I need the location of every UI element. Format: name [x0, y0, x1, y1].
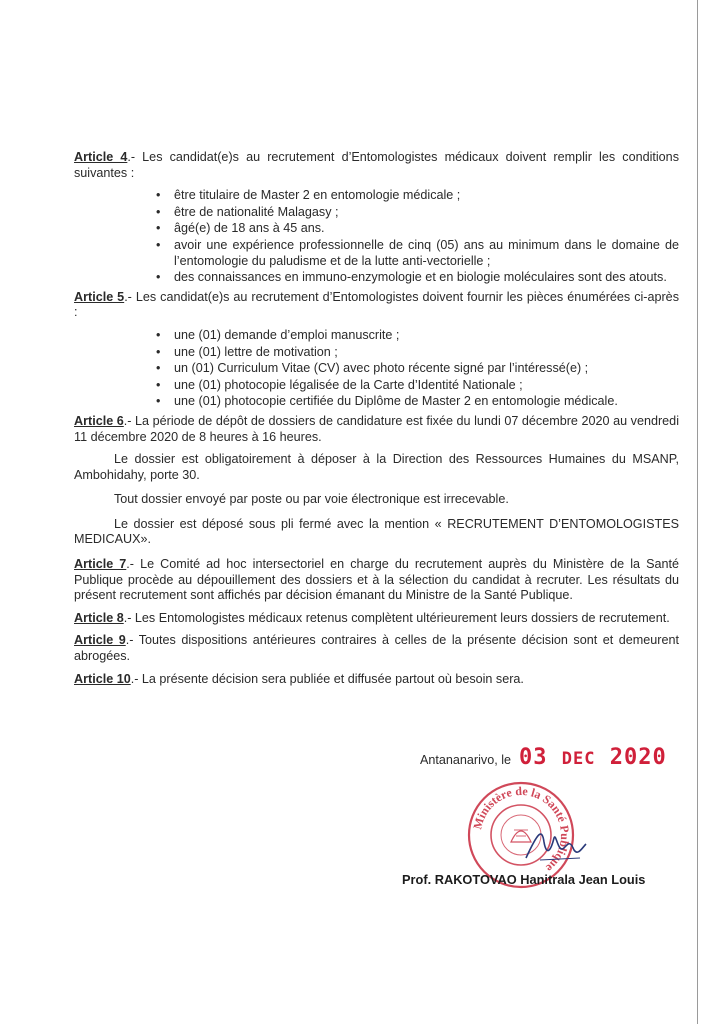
bullet-icon: •	[156, 344, 161, 359]
bullet-icon: •	[156, 327, 161, 342]
article-7-text: .- Le Comité ad hoc intersectoriel en charge du recrutement auprès du Ministère de la Santé Publique procède au dépouillement des dossiers et à la sélection du candidat à recruter. Les résultats du présent recrutement sont affichés par décision émanant du Ministre de la Santé Publique.	[74, 557, 679, 603]
bullet-icon: •	[156, 204, 161, 219]
list-item: • avoir une expérience professionnelle de cinq (05) ans au minimum dans le domaine de l’entomologie du paludisme et de la lutte anti-vectorielle ;	[156, 237, 679, 268]
article-7-label: Article 7	[74, 557, 127, 572]
article-10-label: Article 10	[74, 671, 131, 686]
bullet-icon: •	[156, 188, 161, 203]
place-date	[420, 745, 667, 770]
article-8-label: Article 8	[74, 610, 124, 625]
article-5	[74, 290, 679, 321]
signatory-name: Prof. RAKOTOVAO Hanitrala Jean Louis	[402, 872, 646, 887]
bullet-icon: •	[156, 361, 161, 376]
article-9	[74, 633, 679, 664]
article-6	[74, 414, 679, 445]
article-4-text: .- Les candidat(e)s au recrutement d’Entomologistes médicaux doivent remplir les conditions suivantes :	[74, 150, 679, 180]
place-label: Antananarivo, le	[420, 753, 512, 767]
list-item: • une (01) photocopie légalisée de la Carte d’Identité Nationale ;	[156, 377, 523, 392]
list-item: • un (01) Curriculum Vitae (CV) avec photo récente signé par l’intéressé(e) ;	[156, 361, 589, 376]
bullet-icon: •	[156, 377, 161, 392]
document-body	[74, 150, 679, 694]
article-10-text: .- La présente décision sera publiée et diffusée partout où besoin sera.	[130, 671, 524, 686]
page-edge-line	[697, 0, 698, 1024]
article-8	[74, 611, 679, 627]
svg-text:Ministère de la Santé Publique: Ministère de la Santé Publique	[470, 783, 573, 876]
signature-icon	[520, 824, 590, 864]
article-6-paragraph-1: Le dossier est obligatoirement à déposer à la Direction des Ressources Humaines du MSANP, Ambohidahy, porte 30.	[74, 452, 679, 482]
article-6-label: Article 6	[74, 413, 124, 428]
list-item: • des connaissances en immuno-enzymologie et en biologie moléculaires sont des atouts.	[156, 270, 667, 285]
bullet-icon: •	[156, 270, 161, 285]
article-4-label: Article 4	[74, 150, 128, 164]
list-item: • une (01) demande d’emploi manuscrite ;	[156, 327, 400, 342]
list-item: • une (01) lettre de motivation ;	[156, 344, 338, 359]
article-5-label: Article 5	[74, 289, 125, 304]
date-stamp-year: 2020	[609, 745, 667, 770]
bullet-icon: •	[156, 237, 161, 252]
article-9-label: Article 9	[74, 633, 126, 648]
list-item: • âgé(e) de 18 ans à 45 ans.	[156, 221, 325, 236]
article-5-list	[74, 328, 679, 410]
article-6-paragraph-3: Le dossier est déposé sous pli fermé avec la mention « RECRUTEMENT D’ENTOMOLOGISTES MEDICAUX».	[74, 516, 679, 547]
bullet-icon: •	[156, 221, 161, 236]
list-item: • être titulaire de Master 2 en entomologie médicale ;	[156, 188, 461, 203]
list-item: • une (01) photocopie certifiée du Diplôme de Master 2 en entomologie médicale.	[156, 394, 618, 409]
date-stamp-day: 03	[519, 745, 548, 770]
article-10	[74, 672, 679, 688]
article-4-list	[74, 188, 679, 286]
date-stamp	[519, 745, 667, 770]
article-5-text: .- Les candidat(e)s au recrutement d’Entomologistes doivent fournir les pièces énumérées ci-après :	[74, 289, 679, 320]
article-6-paragraph-2: Tout dossier envoyé par poste ou par voie électronique est irrecevable.	[114, 492, 509, 507]
bullet-icon: •	[156, 394, 161, 409]
article-7	[74, 557, 679, 604]
article-6-text: .- La période de dépôt de dossiers de candidature est fixée du lundi 07 décembre 2020 au vendredi 11 décembre 2020 de 8 heures à 16 heures.	[74, 413, 679, 444]
list-item: • être de nationalité Malagasy ;	[156, 204, 339, 219]
article-4	[74, 150, 679, 181]
date-stamp-month: DEC	[561, 749, 596, 769]
article-9-text: .- Toutes dispositions antérieures contraires à celles de la présente décision sont et demeurent abrogées.	[74, 633, 679, 664]
article-8-text: .- Les Entomologistes médicaux retenus complètent ultérieurement leurs dossiers de recrutement.	[123, 610, 670, 625]
